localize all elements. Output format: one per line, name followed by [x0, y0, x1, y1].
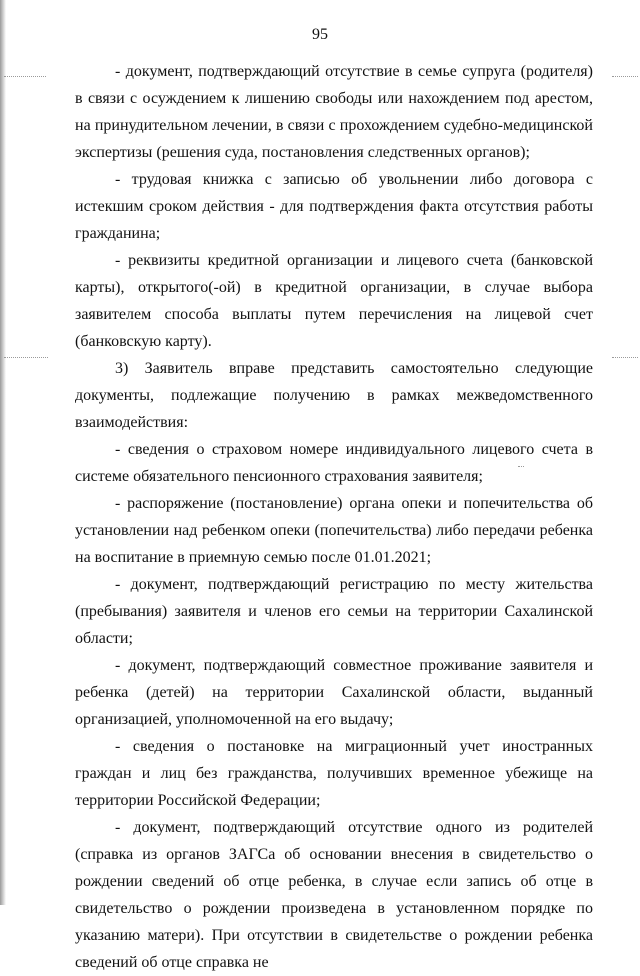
scan-artifact	[612, 357, 638, 359]
scan-artifact	[4, 76, 46, 78]
scan-left-edge-shadow	[0, 0, 6, 905]
paragraph-absent-parent: - документ, подтверждающий отсутствие одного из родителей (справка из органов ЗАГСа об основании внесения в свидетельство о рождении сведений об отце ребенка, в случае если запись об отце в свидетельство о рождении произведена в установленном порядке по указанию матери). При отсутствии в свидетельстве о рождении ребенка сведений об отце справка не	[75, 819, 593, 971]
paragraph-cohabitation: - документ, подтверждающий совместное проживание заявителя и ребенка (детей) на территории Сахалинской области, выданный организацией, уполномоченной на его выдачу;	[75, 657, 593, 728]
paragraph-insurance-number: - сведения о страховом номере индивидуального лицевого счета в системе обязательного пенсионного страхования заявителя;	[75, 441, 593, 485]
scan-artifact	[4, 357, 48, 359]
paragraph-guardianship-order: - распоряжение (постановление) органа опеки и попечительства об установлении над ребенком опеки (попечительства) либо передачи ребенка на воспитание в приемную семью после 01.01.2021;	[75, 495, 593, 566]
paragraph-registration: - документ, подтверждающий регистрацию по месту жительства (пребывания) заявителя и членов его семьи на территории Сахалинской области;	[75, 576, 593, 647]
document-body	[75, 58, 593, 976]
page-number: 95	[312, 26, 328, 43]
scan-artifact	[612, 76, 638, 78]
paragraph-migration-registration: - сведения о постановке на миграционный учет иностранных граждан и лиц без гражданства, получивших временное убежище на территории Российской Федерации;	[75, 738, 593, 809]
paragraph-employment-record: - трудовая книжка с записью об увольнении либо договора с истекшим сроком действия - для подтверждения факта отсутствия работы гражданина;	[75, 171, 593, 242]
paragraph-optional-documents: 3) Заявитель вправе представить самостоятельно следующие документы, подлежащие получению в рамках межведомственного взаимодействия:	[75, 360, 593, 431]
paragraph-bank-details: - реквизиты кредитной организации и лицевого счета (банковской карты), открытого(-ой) в кредитной организации, в случае выбора заявителем способа выплаты путем перечисления на лицевой счет (банковскую карту).	[75, 252, 593, 350]
paragraph-absence-of-spouse: - документ, подтверждающий отсутствие в семье супруга (родителя) в связи с осуждением к лишению свободы или нахождением под арестом, на принудительном лечении, в связи с прохождением судебно-медицинской экспертизы (решения суда, постановления следственных органов);	[75, 63, 593, 161]
